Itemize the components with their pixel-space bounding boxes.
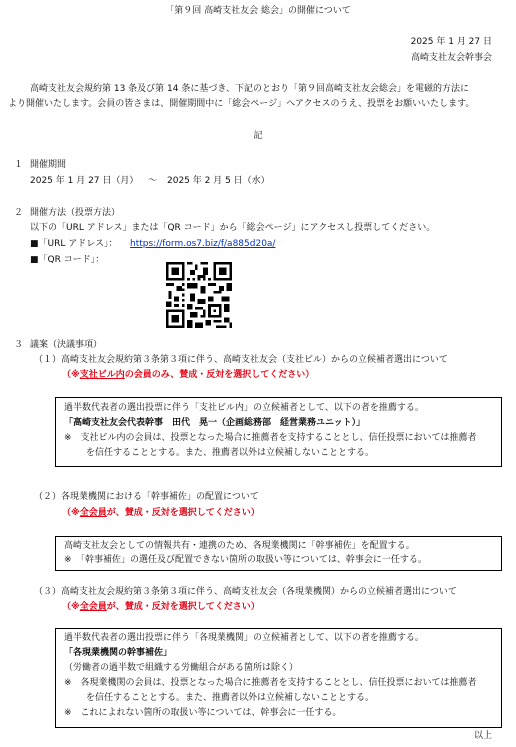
section-1-number: １ [14,160,24,170]
qr-label: ■「QR コード」： [30,255,105,265]
proposal-line: ※ 各現業機関の会員は、投票となった場合に推薦者を支持することとし、信任投票においては推薦者 [64,678,477,688]
document-date: 2025 年 1 月 27 日 [410,37,492,47]
agenda-item-3-proposal-box [55,628,502,728]
agenda-item-1-note: （※支社ビル内の会員のみ、賛成・反対を選択してください） [62,370,315,380]
section-2-number: ２ [14,208,24,218]
proposal-line: ※ 支社ビル内の会員は、投票となった場合に推薦者を支持することとし、信任投票においては推薦者 [64,433,477,443]
proposal-nominee: 「高崎支社友会代表幹事 田代 晃一（企画総務部 経営業務ユニット）」 [64,418,366,428]
section-3-number: ３ [14,340,24,350]
proposal-nominee: 「各現業機関の幹事補佐」 [64,648,173,658]
agenda-item-1-title: （１）高崎支社友会規約第３条第３項に伴う、高崎支社友会（支社ビル）からの立候補者選出について [34,355,448,365]
page-title: 「第９回 高崎支社友会 総会」の開催について [165,6,351,16]
closing-mark: 以上 [473,731,492,741]
agenda-item-3-note: （※全会員が、賛成・反対を選択してください） [62,602,260,612]
agenda-item-2-title: （２）各現業機関における「幹事補佐」の配置について [34,492,259,502]
proposal-line: ※ 「幹事補佐」の選任及び配置できない箇所の取扱い等については、幹事会に一任する。 [64,555,427,565]
access-instruction: 以下の「URL アドレス」または「QR コード」から「総会ページ」にアクセスし投票してください。 [30,223,436,233]
period-tilde: ～ [148,176,158,186]
period-start: 2025 年 1 月 27 日（月） [30,176,139,186]
qr-code-image[interactable] [166,262,232,328]
proposal-line: 過半数代表者の選出投票に伴う「各現業機関」の立候補者として、以下の者を推薦する。 [64,633,424,643]
vote-url-link[interactable]: https://form.os7.biz/f/a885d20a/ [130,239,276,249]
section-3-heading: 議案（決議事項） [30,340,103,350]
intro-line-1: 高崎支社友会規約第 13 条及び第 14 条に基づき、下記のとおり「第９回高崎支社友会総会」を電磁的方法に [30,84,469,94]
agenda-item-2-note: （※全会員が、賛成・反対を選択してください） [62,508,260,518]
proposal-line: を信任することとする。また、推薦者以外は立候補しないこととする。 [86,693,375,703]
issuer: 高崎支社友会幹事会 [410,53,492,63]
ki-heading: 記 [253,131,263,141]
agenda-item-1-proposal-box [55,397,502,467]
proposal-line: 高崎支社友会としての情報共有・連携のため、各現業機関に「幹事補佐」を配置する。 [64,541,415,551]
section-1-heading: 開催期間 [30,160,67,170]
proposal-line: 過半数代表者の選出投票に伴う「支社ビル内」の立候補者として、以下の者を推薦する。 [64,403,424,413]
proposal-line: ※ これによれない箇所の取扱い等については、幹事会に一任する。 [64,708,342,718]
agenda-item-2-proposal-box [55,536,502,571]
intro-line-2: より開催いたします。会員の皆さまは、開催期間中に「総会ページ」へアクセスのうえ、投票をお願いいたします。 [8,99,475,109]
agenda-item-3-title: （３）高崎支社友会規約第３条第３項に伴う、高崎支社友会（各現業機関）からの立候補者選出について [34,587,457,597]
proposal-line: を信任することとする。また、推薦者以外は立候補しないこととする。 [86,448,375,458]
section-2-heading: 開催方法（投票方法） [30,208,121,218]
url-label: ■「URL アドレス」： [30,239,118,249]
period-end: 2025 年 2 月 5 日（水） [167,176,270,186]
proposal-line: （労働者の過半数で組織する労働組合がある箇所は除く） [64,663,299,673]
